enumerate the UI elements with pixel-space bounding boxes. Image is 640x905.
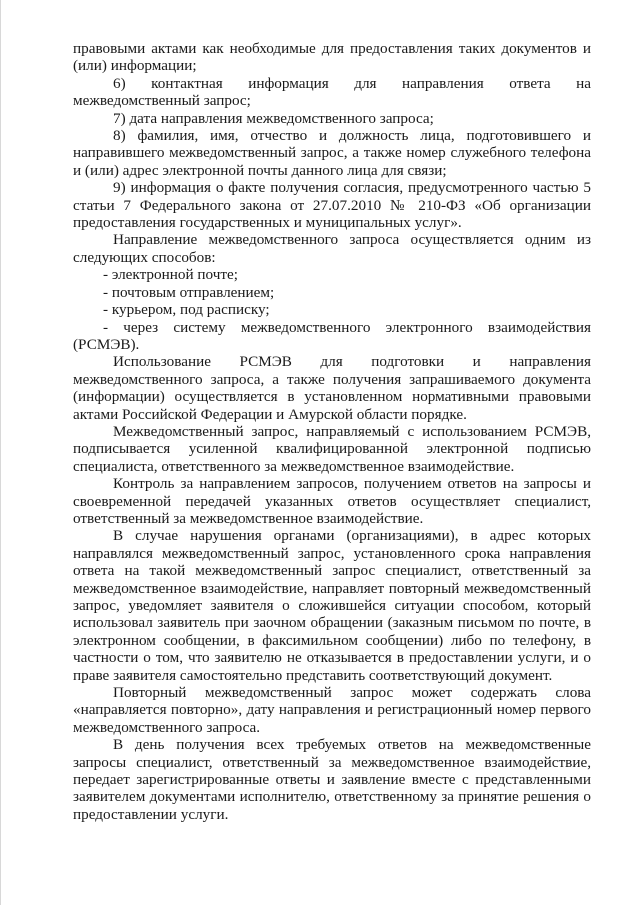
list-item-7: 7) дата направления межведомственного запроса; (113, 109, 434, 127)
method-email: - электронной почте; (103, 266, 238, 284)
list-item-8: 8) фамилия, имя, отчество и должность лица, подготовившего и направившего межведомственный запрос, а также номер служебного телефона и (или) адрес электронной почты данного лица для связи; (73, 127, 591, 179)
paragraph-final: В день получения всех требуемых ответов на межведомственные запросы специалист, ответственный за межведомственное взаимодействие, передает зарегистрированные ответы и заявление вместе с представленными заявителем документами исполнителю, ответственному за принятие решения о предоставлении услуги. (73, 736, 591, 823)
paragraph-signature: Межведомственный запрос, направляемый с использованием РСМЭВ, подписывается усиленной квалифицированной электронной подписью специалиста, ответственного за межведомственное взаимодействие. (73, 422, 591, 475)
method-courier: - курьером, под расписку; (103, 301, 270, 319)
paragraph-methods-intro: Направление межведомственного запроса осуществляется одним из следующих способов: (73, 231, 591, 266)
document-body (73, 40, 591, 823)
paragraph-control: Контроль за направлением запросов, получением ответов на запросы и своевременной передачей указанных ответов осуществляет специалист, ответственный за межведомственное взаимодействие. (73, 475, 591, 527)
paragraph-continuation: правовыми актами как необходимые для предоставления таких документов и (или) информации; (73, 40, 591, 75)
method-post: - почтовым отправлением; (103, 283, 275, 301)
list-item-6: 6) контактная информация для направления ответа на межведомственный запрос; (73, 74, 591, 110)
method-rsmev: - через систему межведомственного электронного взаимодействия (РСМЭВ). (73, 318, 591, 353)
paragraph-rsmev-usage: Использование РСМЭВ для подготовки и направления межведомственного запроса, а также получения запрашиваемого документа (информации) осуществляется в установленном нормативными правовыми актами Российской Федерации и Амурской области порядке. (73, 353, 591, 423)
paragraph-repeat-request: Повторный межведомственный запрос может содержать слова «направляется повторно», дату направления и регистрационный номер первого межведомственного запроса. (73, 684, 591, 736)
paragraph-violation: В случае нарушения органами (организациями), в адрес которых направлялся межведомственный запрос, установленного срока направления ответа на такой межведомственный запрос специалист, ответственный за межведомственное взаимодействие, направляет повторный межведомственный запрос, уведомляет заявителя о сложившейся ситуации способом, который использовал заявитель при заочном обращении (заказным письмом по почте, в электронном сообщении, в факсимильном сообщении) либо по телефону, в частности о том, что заявителю не отказывается в предоставлении услуги, и о праве заявителя самостоятельно представить соответствующий документ. (73, 527, 591, 684)
list-item-9: 9) информация о факте получения согласия, предусмотренного частью 5 статьи 7 Федерального закона от 27.07.2010 № 210-ФЗ «Об организации предоставления государственных и муниципальных услуг». (73, 179, 591, 232)
